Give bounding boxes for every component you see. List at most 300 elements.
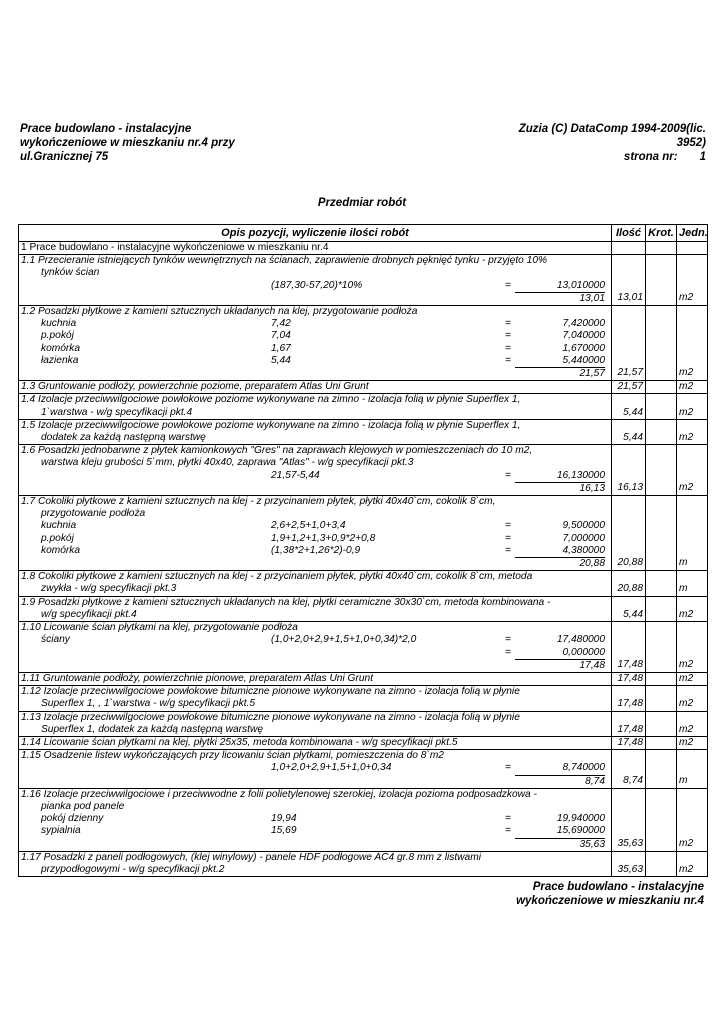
quantity-spacer bbox=[614, 445, 643, 457]
unit-cell bbox=[677, 596, 708, 621]
item-description-cell bbox=[19, 381, 612, 394]
unit-cell bbox=[677, 381, 708, 394]
subtotal-spacer bbox=[21, 839, 515, 851]
equals-sign: = bbox=[505, 318, 511, 330]
equals-sign: = bbox=[505, 634, 511, 646]
table-row bbox=[19, 596, 708, 621]
item-quantity: 8,74 bbox=[623, 774, 643, 786]
item-unit: m2 bbox=[679, 381, 694, 393]
item-unit: m2 bbox=[679, 432, 694, 444]
measurement-name: ściany bbox=[41, 634, 70, 646]
table-row bbox=[19, 306, 708, 381]
page-number-line bbox=[446, 150, 706, 164]
subtotal-row bbox=[21, 558, 609, 570]
unit-spacer bbox=[679, 520, 705, 532]
table-row bbox=[19, 851, 708, 876]
unit-spacer bbox=[679, 622, 705, 634]
item-quantity: 5,44 bbox=[623, 432, 643, 444]
item-description-line: 1.6 Posadzki jednobarwne z płytek kamionkowych "Gres" na zaprawach klejowych w pomieszczeniach do 10 m2, bbox=[21, 445, 533, 457]
item-description-line: 1.13 Izolacje przeciwwilgociowe powłokowe bitumiczne pionowe wykonywane na zimno - izolacja folią w płynie bbox=[21, 711, 520, 723]
item-unit: m2 bbox=[679, 367, 694, 379]
subtotal-value: 13,01 bbox=[579, 292, 605, 304]
quantity-cell bbox=[612, 788, 646, 851]
unit-spacer bbox=[679, 457, 705, 469]
document-header-right bbox=[446, 122, 706, 164]
table-body bbox=[19, 242, 708, 877]
equals-sign: = bbox=[505, 544, 511, 556]
item-description-line: 1.16 Izolacje przeciwwilgociowe i przeciwwodne z folii polietylenowej szerokiej, izolacja pozioma podposadzkowa - bbox=[21, 788, 537, 800]
quantity-spacer bbox=[614, 318, 643, 330]
document-title: Przedmiar robót bbox=[317, 197, 407, 209]
quantity-cell bbox=[612, 381, 646, 394]
item-description-cell bbox=[19, 851, 612, 876]
subtotal-value: 35,63 bbox=[579, 838, 605, 850]
subtotal-spacer bbox=[21, 558, 515, 570]
subtotal-spacer bbox=[21, 293, 515, 305]
equals-sign: = bbox=[505, 646, 511, 658]
measurement-formula: 15,69 bbox=[271, 825, 297, 837]
subtotal-value: 20,88 bbox=[579, 558, 605, 570]
table-header-row bbox=[19, 225, 708, 242]
item-description-line: warstwa kleju grubości 5`mm, płytki 40x40, zaprawa "Atlas" - w/g specyfikacji pkt.3 bbox=[41, 457, 414, 469]
multiplier-cell bbox=[646, 686, 677, 711]
multiplier-cell bbox=[646, 394, 677, 419]
measurement-value: 15,690000 bbox=[515, 825, 605, 838]
item-quantity: 5,44 bbox=[623, 406, 643, 418]
unit-spacer bbox=[679, 686, 705, 698]
column-header-description: Opis pozycji, wyliczenie ilości robót bbox=[19, 225, 612, 242]
item-description-cell bbox=[19, 711, 612, 736]
item-unit: m2 bbox=[679, 291, 694, 303]
quantity-spacer bbox=[614, 801, 643, 813]
multiplier-cell bbox=[646, 788, 677, 851]
measurement-formula: 1,0+2,0+2,9+1,5+1,0+0,34 bbox=[271, 762, 392, 774]
quantity-spacer bbox=[614, 622, 643, 634]
item-description-cell bbox=[19, 736, 612, 749]
equals-sign: = bbox=[505, 520, 511, 532]
item-quantity: 17,48 bbox=[617, 698, 643, 710]
quantity-spacer bbox=[614, 343, 643, 355]
document-header-left bbox=[20, 122, 280, 164]
column-header-multiplier: Krot. bbox=[646, 225, 677, 242]
document-footer bbox=[444, 880, 704, 908]
measurement-row bbox=[21, 533, 609, 545]
item-description-line: 1.11 Gruntowanie podłoży, powierzchnie pionowe, preparatem Atlas Uni Grunt bbox=[21, 672, 374, 684]
header-line: Prace budowlano - instalacyjne bbox=[20, 123, 192, 135]
unit-spacer bbox=[679, 712, 705, 724]
measurement-formula: (1,38*2+1,26*2)-0,9 bbox=[271, 544, 361, 556]
unit-spacer bbox=[679, 445, 705, 457]
item-unit: m2 bbox=[679, 481, 694, 493]
quantity-spacer bbox=[614, 470, 643, 482]
multiplier-cell bbox=[646, 851, 677, 876]
quantity-cell bbox=[612, 596, 646, 621]
measurement-formula bbox=[271, 647, 501, 660]
unit-spacer bbox=[679, 789, 705, 801]
multiplier-cell bbox=[646, 596, 677, 621]
item-description-cell bbox=[19, 672, 612, 685]
measurement-formula: 7,04 bbox=[271, 330, 291, 342]
table-row bbox=[19, 750, 708, 789]
unit-spacer bbox=[679, 420, 705, 432]
item-description-line: przypodłogowymi - w/g specyfikacji pkt.2 bbox=[41, 863, 225, 875]
unit-spacer bbox=[679, 318, 705, 330]
unit-spacer bbox=[679, 852, 705, 864]
table-row bbox=[19, 571, 708, 596]
quantity-spacer bbox=[614, 712, 643, 724]
quantity-spacer bbox=[614, 394, 643, 406]
measurement-value: 7,040000 bbox=[562, 330, 605, 342]
subtotal-row bbox=[21, 660, 609, 672]
unit-cell bbox=[677, 394, 708, 419]
unit-cell bbox=[677, 711, 708, 736]
measurement-row bbox=[21, 470, 609, 483]
item-quantity: 17,48 bbox=[617, 723, 643, 735]
multiplier-cell bbox=[646, 419, 677, 444]
item-description-cell bbox=[19, 394, 612, 419]
measurement-name: łazienka bbox=[41, 354, 79, 366]
item-description-line: Superflex 1, dodatek za każdą następną warstwę bbox=[41, 723, 263, 735]
quantity-spacer bbox=[614, 852, 643, 864]
item-description-line: 1.8 Cokoliki płytkowe z kamieni sztucznych na klej - z przycinaniem płytek, płytki 40x40`cm, cokolik 8`cm, metoda bbox=[21, 571, 533, 583]
measurement-value: 17,480000 bbox=[556, 634, 605, 646]
equals-sign: = bbox=[505, 279, 511, 291]
item-unit: m2 bbox=[679, 608, 694, 620]
software-license: 3952) bbox=[676, 137, 706, 149]
measurement-value: 4,380000 bbox=[515, 545, 605, 558]
quantity-spacer bbox=[614, 280, 643, 292]
subtotal-spacer bbox=[21, 776, 515, 788]
unit-spacer bbox=[679, 355, 705, 367]
measurement-row bbox=[21, 280, 609, 293]
header-line: wykończeniowe w mieszkaniu nr.4 przy bbox=[20, 137, 235, 149]
measurement-formula: 21,57-5,44 bbox=[271, 469, 320, 481]
item-unit: m2 bbox=[679, 658, 694, 670]
multiplier-cell bbox=[646, 571, 677, 596]
quantity-spacer bbox=[614, 647, 643, 659]
table-row bbox=[19, 496, 708, 571]
table-row bbox=[19, 736, 708, 749]
item-description-line: tynków ścian bbox=[41, 267, 100, 279]
quantity-spacer bbox=[614, 520, 643, 532]
measurement-value: 7,000000 bbox=[562, 532, 605, 544]
subtotal-value: 21,57 bbox=[579, 368, 605, 380]
subtotal-row bbox=[21, 776, 609, 788]
table-row bbox=[19, 394, 708, 419]
multiplier-cell bbox=[646, 381, 677, 394]
table-row bbox=[19, 445, 708, 496]
measurement-row bbox=[21, 343, 609, 355]
unit-cell bbox=[677, 622, 708, 673]
item-quantity: 17,48 bbox=[617, 658, 643, 670]
quantity-spacer bbox=[614, 825, 643, 837]
unit-spacer bbox=[679, 825, 705, 837]
measurement-row bbox=[21, 318, 609, 330]
measurement-name bbox=[21, 762, 271, 775]
page-label: strona nr: bbox=[623, 151, 678, 163]
quantity-cell bbox=[612, 851, 646, 876]
equals-sign: = bbox=[505, 330, 511, 342]
item-description-line: w/g specyfikacji pkt.4 bbox=[41, 608, 137, 620]
measurement-value: 1,670000 bbox=[562, 342, 605, 354]
measurement-row bbox=[21, 545, 609, 558]
item-quantity: 17,48 bbox=[617, 736, 643, 748]
bill-of-quantities-table bbox=[18, 224, 708, 877]
page-number: 1 bbox=[699, 151, 706, 163]
item-description-cell bbox=[19, 788, 612, 851]
item-quantity: 20,88 bbox=[617, 557, 643, 569]
item-description-cell bbox=[19, 686, 612, 711]
item-unit: m bbox=[679, 557, 688, 569]
item-unit: m bbox=[679, 774, 688, 786]
equals-sign: = bbox=[505, 532, 511, 544]
unit-cell bbox=[677, 419, 708, 444]
measurement-row bbox=[21, 634, 609, 646]
quantity-spacer bbox=[614, 533, 643, 545]
item-description-line: Superflex 1, , 1`warstwa - w/g specyfikacji pkt.5 bbox=[41, 698, 256, 710]
table-row bbox=[19, 622, 708, 673]
column-header-quantity: Ilość bbox=[612, 225, 646, 242]
item-description-cell bbox=[19, 496, 612, 571]
equals-sign: = bbox=[505, 342, 511, 354]
item-description-line: przygotowanie podłoża bbox=[41, 508, 146, 520]
item-unit: m2 bbox=[679, 672, 694, 684]
item-unit: m2 bbox=[679, 837, 694, 849]
unit-spacer bbox=[679, 533, 705, 545]
item-quantity: 21,57 bbox=[617, 367, 643, 379]
unit-spacer bbox=[679, 762, 705, 774]
measurement-row bbox=[21, 647, 609, 660]
measurement-row bbox=[21, 330, 609, 342]
measurement-name: sypialnia bbox=[41, 825, 81, 837]
unit-spacer bbox=[679, 267, 705, 279]
quantity-cell bbox=[612, 736, 646, 749]
item-unit: m2 bbox=[679, 406, 694, 418]
unit-cell bbox=[677, 750, 708, 789]
unit-spacer bbox=[679, 571, 705, 583]
quantity-spacer bbox=[614, 330, 643, 342]
quantity-spacer bbox=[614, 762, 643, 774]
measurement-row bbox=[21, 762, 609, 775]
unit-cell bbox=[677, 736, 708, 749]
column-header-unit: Jedn. bbox=[677, 225, 708, 242]
measurement-name bbox=[21, 470, 271, 483]
item-unit: m2 bbox=[679, 723, 694, 735]
multiplier-cell bbox=[646, 711, 677, 736]
measurement-formula: 1,67 bbox=[271, 342, 291, 354]
measurement-name bbox=[21, 647, 271, 660]
multiplier-cell bbox=[646, 255, 677, 306]
quantity-cell bbox=[612, 394, 646, 419]
subtotal-row bbox=[21, 293, 609, 305]
quantity-spacer bbox=[614, 255, 643, 267]
header-line: ul.Granicznej 75 bbox=[20, 151, 109, 163]
unit-spacer bbox=[679, 508, 705, 520]
table-row bbox=[19, 672, 708, 685]
multiplier-cell bbox=[646, 736, 677, 749]
measurement-value: 16,130000 bbox=[515, 470, 605, 483]
measurement-formula: 1,9+1,2+1,3+0,9*2+0,8 bbox=[271, 532, 376, 544]
table-row bbox=[19, 255, 708, 306]
subtotal-row bbox=[21, 839, 609, 851]
measurement-name: komórka bbox=[41, 544, 81, 556]
table-row bbox=[19, 686, 708, 711]
unit-cell bbox=[677, 686, 708, 711]
unit-spacer bbox=[679, 634, 705, 646]
unit-spacer bbox=[679, 470, 705, 482]
multiplier-cell bbox=[646, 496, 677, 571]
quantity-spacer bbox=[614, 545, 643, 557]
equals-sign: = bbox=[505, 762, 511, 774]
measurement-formula: 19,94 bbox=[271, 813, 297, 825]
measurement-name: kuchnia bbox=[41, 318, 77, 330]
item-description-line: 1.4 Izolacje przeciwwilgociowe powłokowe poziome wykonywane na zimno - izolacja folią w płynie Superflex 1, bbox=[21, 394, 521, 406]
subtotal-spacer bbox=[21, 483, 515, 495]
subtotal-value: 17,48 bbox=[579, 659, 605, 671]
unit-cell bbox=[677, 496, 708, 571]
table-row bbox=[19, 711, 708, 736]
unit-cell bbox=[677, 788, 708, 851]
quantity-cell bbox=[612, 306, 646, 381]
quantity-spacer bbox=[614, 457, 643, 469]
equals-sign: = bbox=[505, 354, 511, 366]
measurement-name: kuchnia bbox=[41, 520, 77, 532]
item-description-line: 1.15 Osadzenie listew wykończających przy licowaniu ścian płytkami, pomieszczenia do 8`m2 bbox=[21, 750, 444, 762]
measurement-name: p.pokój bbox=[41, 532, 74, 544]
quantity-spacer bbox=[614, 789, 643, 801]
item-description-cell bbox=[19, 255, 612, 306]
footer-line: wykończeniowe w mieszkaniu nr.4 bbox=[516, 895, 704, 907]
unit-cell bbox=[677, 672, 708, 685]
item-description-line: dodatek za każdą następną warstwę bbox=[41, 432, 206, 444]
item-unit: m2 bbox=[679, 863, 694, 875]
unit-spacer bbox=[679, 343, 705, 355]
item-unit: m2 bbox=[679, 698, 694, 710]
unit-cell bbox=[677, 571, 708, 596]
unit-spacer bbox=[679, 801, 705, 813]
item-description-cell bbox=[19, 750, 612, 789]
quantity-cell bbox=[612, 419, 646, 444]
measurement-value: 8,740000 bbox=[515, 762, 605, 775]
item-description-cell bbox=[19, 622, 612, 673]
quantity-cell bbox=[612, 672, 646, 685]
quantity-spacer bbox=[614, 571, 643, 583]
subtotal-value: 8,74 bbox=[585, 775, 605, 787]
item-quantity: 35,63 bbox=[617, 837, 643, 849]
measurement-row bbox=[21, 355, 609, 368]
measurement-formula: 5,44 bbox=[271, 354, 291, 366]
multiplier-cell bbox=[646, 622, 677, 673]
item-description-line: 1.5 Izolacje przeciwwilgociowe powłokowe poziome wykonywane na zimno - izolacja folią w płynie Superflex 1, bbox=[21, 419, 521, 431]
multiplier-cell bbox=[646, 750, 677, 789]
item-description-line: pianka pod panele bbox=[41, 800, 125, 812]
measurement-formula: 7,42 bbox=[271, 318, 291, 330]
quantity-spacer bbox=[614, 306, 643, 318]
measurement-row bbox=[21, 520, 609, 532]
item-description-line: 1.2 Posadzki płytkowe z kamieni sztucznych układanych na klej, przygotowanie podłoża bbox=[21, 306, 418, 318]
item-quantity: 16,13 bbox=[617, 481, 643, 493]
measurement-value: 7,420000 bbox=[562, 318, 605, 330]
quantity-spacer bbox=[614, 496, 643, 508]
measurement-value: 5,440000 bbox=[515, 355, 605, 368]
measurement-formula: (187,30-57,20)*10% bbox=[271, 279, 363, 291]
quantity-cell bbox=[612, 686, 646, 711]
item-description-line: 1.1 Przecieranie istniejących tynków wewnętrznych na ścianach, zaprawienie drobnych pęknięć tynku - przyjęto 10% bbox=[21, 255, 548, 267]
measurement-name: komórka bbox=[41, 342, 81, 354]
item-description-line: zwykła - w/g specyfikacji pkt.3 bbox=[41, 583, 177, 595]
subtotal-row bbox=[21, 483, 609, 495]
item-description-cell bbox=[19, 445, 612, 496]
measurement-name: pokój dzienny bbox=[41, 813, 104, 825]
table-row bbox=[19, 381, 708, 394]
footer-line: Prace budowlano - instalacyjne bbox=[532, 881, 704, 893]
item-quantity: 20,88 bbox=[617, 583, 643, 595]
item-quantity: 17,48 bbox=[617, 672, 643, 684]
measurement-row bbox=[21, 813, 609, 825]
quantity-cell bbox=[612, 571, 646, 596]
quantity-spacer bbox=[614, 420, 643, 432]
quantity-cell bbox=[612, 496, 646, 571]
item-quantity: 13,01 bbox=[617, 291, 643, 303]
item-unit: m2 bbox=[679, 736, 694, 748]
section-row bbox=[19, 242, 708, 255]
unit-spacer bbox=[679, 496, 705, 508]
unit-spacer bbox=[679, 597, 705, 609]
measurement-value: 19,940000 bbox=[556, 813, 605, 825]
item-description-line: 1.12 Izolacje przeciwwilgociowe powłokowe bitumiczne pionowe wykonywane na zimno - izolacja folią w płynie bbox=[21, 686, 520, 698]
item-description-line: 1`warstwa - w/g specyfikacji pkt.4 bbox=[41, 406, 193, 418]
unit-spacer bbox=[679, 255, 705, 267]
table-row bbox=[19, 788, 708, 851]
measurement-formula: (1,0+2,0+2,9+1,5+1,0+0,34)*2,0 bbox=[271, 634, 417, 646]
equals-sign: = bbox=[505, 813, 511, 825]
equals-sign: = bbox=[505, 825, 511, 837]
measurement-value: 9,500000 bbox=[562, 520, 605, 532]
equals-sign: = bbox=[505, 469, 511, 481]
item-quantity: 35,63 bbox=[617, 863, 643, 875]
measurement-row bbox=[21, 825, 609, 838]
quantity-spacer bbox=[614, 508, 643, 520]
item-quantity: 5,44 bbox=[623, 608, 643, 620]
quantity-spacer bbox=[614, 686, 643, 698]
quantity-cell bbox=[612, 255, 646, 306]
subtotal-row bbox=[21, 368, 609, 380]
quantity-spacer bbox=[614, 355, 643, 367]
item-description-line: 1.3 Gruntowanie podłoży, powierzchnie poziome, preparatem Atlas Uni Grunt bbox=[21, 381, 369, 393]
measurement-name bbox=[21, 280, 271, 293]
unit-spacer bbox=[679, 545, 705, 557]
quantity-cell bbox=[612, 445, 646, 496]
unit-cell bbox=[677, 306, 708, 381]
item-description-cell bbox=[19, 596, 612, 621]
item-description-cell bbox=[19, 419, 612, 444]
unit-spacer bbox=[679, 394, 705, 406]
unit-spacer bbox=[679, 813, 705, 825]
measurement-value: 0,000000 bbox=[515, 647, 605, 660]
unit-spacer bbox=[679, 280, 705, 292]
quantity-spacer bbox=[614, 597, 643, 609]
item-quantity: 21,57 bbox=[617, 381, 643, 393]
subtotal-spacer bbox=[21, 368, 515, 380]
quantity-spacer bbox=[614, 813, 643, 825]
measurement-name: p.pokój bbox=[41, 330, 74, 342]
item-description-line: 1.14 Licowanie ścian płytkami na klej, płytki 25x35, metoda kombinowana - w/g specyfikacji pkt.5 bbox=[21, 736, 458, 748]
subtotal-value: 16,13 bbox=[579, 482, 605, 494]
item-description-line: 1.17 Posadzki z paneli podłogowych, (klej winylowy) - panele HDF podłogowe AC4 gr.8 mm z listwami bbox=[21, 851, 481, 863]
measurement-value: 13,010000 bbox=[515, 280, 605, 293]
item-unit: m bbox=[679, 583, 688, 595]
quantity-cell bbox=[612, 622, 646, 673]
